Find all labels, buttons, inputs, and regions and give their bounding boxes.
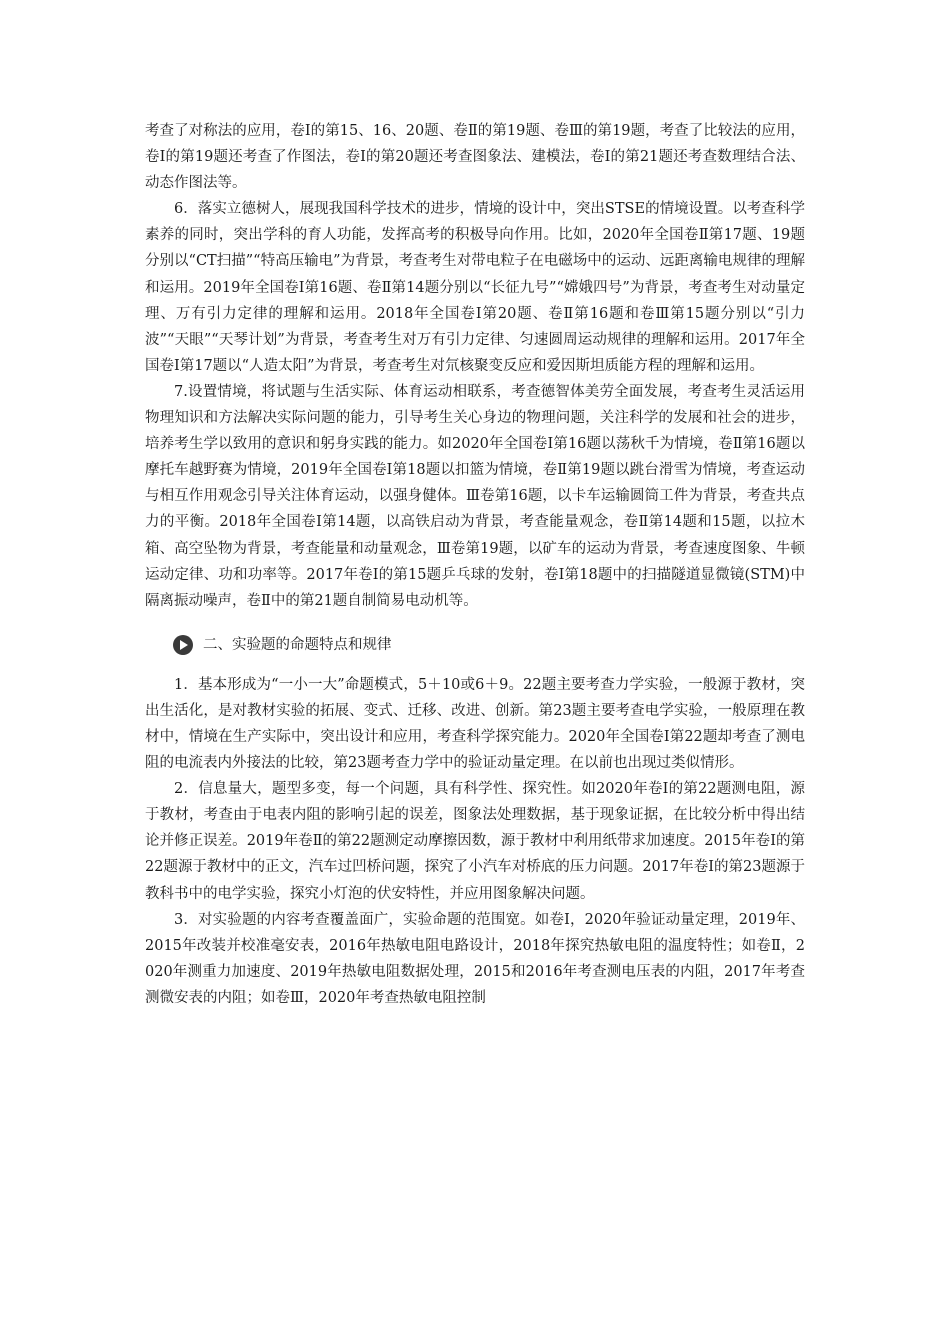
section-heading-text: 二、实验题的命题特点和规律	[203, 636, 392, 653]
play-bullet-icon	[173, 635, 193, 655]
paragraph-methods-continued: 考查了对称法的应用，卷Ⅰ的第15、16、20题、卷Ⅱ的第19题、卷Ⅲ的第19题，考查了比较法的应用，卷Ⅰ的第19题还考查了作图法，卷Ⅰ的第20题还考查图象法、建模法，卷Ⅰ的第21题还考查数理结合法、动态作图法等。	[145, 123, 805, 192]
document-page	[145, 118, 805, 1011]
paragraph-experiment-2: 2．信息量大，题型多变，每一个问题，具有科学性、探究性。如2020年卷Ⅰ的第22题测电阻，源于教材，考查由于电表内阻的影响引起的误差，图象法处理数据，基于现象证据，在比较分析中得出结论并修正误差。2019年卷Ⅱ的第22题测定动摩擦因数，源于教材中利用纸带求加速度。2015年卷Ⅰ的第22题源于教材中的正文，汽车过凹桥问题，探究了小汽车对桥底的压力问题。2017年卷Ⅰ的第23题源于教科书中的电学实验，探究小灯泡的伏安特性，并应用图象解决问题。	[145, 781, 805, 902]
paragraph-experiment-1: 1．基本形成为“一小一大”命题模式，5＋10或6＋9。22题主要考查力学实验，一般源于教材，突出生活化，是对教材实验的拓展、变式、迁移、改进、创新。第23题主要考查电学实验，一般原理在教材中，情境在生产实际中，突出设计和应用，考查科学探究能力。2020年全国卷Ⅰ第22题却考查了测电阻的电流表内外接法的比较，第23题考查力学中的验证动量定理。在以前也出现过类似情形。	[145, 676, 805, 772]
paragraph-item-6: 6．落实立德树人，展现我国科学技术的进步，情境的设计中，突出STSE的情境设置。以考查科学素养的同时，突出学科的育人功能，发挥高考的积极导向作用。比如，2020年全国卷Ⅱ第17题、19题分别以“CT扫描”“特高压输电”为背景，考查考生对带电粒子在电磁场中的运动、远距离输电规律的理解和运用。2019年全国卷Ⅰ第16题、卷Ⅱ第14题分别以“长征九号”“嫦娥四号”为背景，考查考生对动量定理、万有引力定律的理解和运用。2018年全国卷Ⅰ第20题、卷Ⅱ第16题和卷Ⅲ第15题分别以“引力波”“天眼”“天琴计划”为背景，考查考生对万有引力定律、匀速圆周运动规律的理解和运用。2017年全国卷Ⅰ第17题以“人造太阳”为背景，考查考生对氘核聚变反应和爱因斯坦质能方程的理解和运用。	[145, 201, 805, 374]
paragraph-experiment-3: 3．对实验题的内容考查覆盖面广，实验命题的范围宽。如卷Ⅰ，2020年验证动量定理，2019年、2015年改装并校准毫安表，2016年热敏电阻电路设计，2018年探究热敏电阻的温度特性；如卷Ⅱ，2020年测重力加速度、2019年热敏电阻数据处理，2015和2016年考查测电压表的内阻，2017年考查测微安表的内阻；如卷Ⅲ，2020年考查热敏电阻控制	[145, 911, 805, 1006]
paragraph-item-7: 7.设置情境，将试题与生活实际、体育运动相联系，考查德智体美劳全面发展，考查考生灵活运用物理知识和方法解决实际问题的能力，引导考生关心身边的物理问题，关注科学的发展和社会的进步，培养考生学以致用的意识和躬身实践的能力。如2020年全国卷Ⅰ第16题以荡秋千为情境，卷Ⅱ第16题以摩托车越野赛为情境，2019年全国卷Ⅰ第18题以扣篮为情境，卷Ⅱ第19题以跳台滑雪为情境，考查运动与相互作用观念引导关注体育运动，以强身健体。Ⅲ卷第16题，以卡车运输圆筒工件为背景，考查共点力的平衡。2018年全国卷Ⅰ第14题，以高铁启动为背景，考查能量观念，卷Ⅱ第14题和15题，以拉木箱、高空坠物为背景，考查能量和动量观念，Ⅲ卷第19题，以矿车的运动为背景，考查速度图象、牛顿运动定律、功和功率等。2017年卷Ⅰ的第15题乒乓球的发射，卷Ⅰ第18题中的扫描隧道显微镜(STM)中隔离振动噪声，卷Ⅱ中的第21题自制简易电动机等。	[145, 383, 805, 609]
section-heading	[173, 632, 805, 658]
